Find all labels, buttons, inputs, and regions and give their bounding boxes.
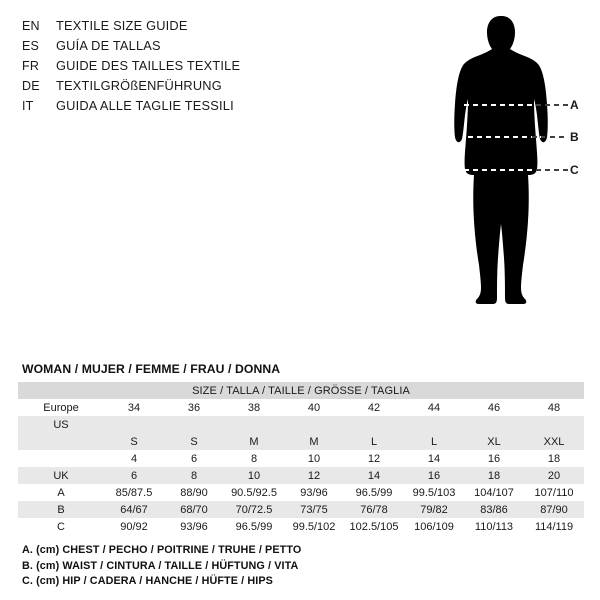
table-cell: 42: [344, 399, 404, 416]
table-cell: 90.5/92.5: [224, 484, 284, 501]
table-header-row: [18, 382, 584, 399]
table-cell: [224, 416, 284, 433]
table-cell: [104, 416, 164, 433]
language-code: DE: [22, 79, 40, 93]
language-row-es: [22, 36, 422, 56]
measure-label-b: B: [570, 130, 579, 144]
table-header-label: SIZE / TALLA / TAILLE / GRÖSSE / TAGLIA: [18, 382, 584, 399]
table-cell: 83/86: [464, 501, 524, 518]
table-cell: 73/75: [284, 501, 344, 518]
language-title: TEXTILE SIZE GUIDE: [56, 18, 188, 33]
table-cell: 85/87.5: [104, 484, 164, 501]
body-figure: [420, 8, 595, 368]
table-cell: 93/96: [164, 518, 224, 535]
table-row: [18, 518, 584, 535]
table-cell: 110/113: [464, 518, 524, 535]
table-cell: 6: [104, 467, 164, 484]
table-cell: 106/109: [404, 518, 464, 535]
table-cell: 10: [284, 450, 344, 467]
row-label: UK: [18, 467, 104, 484]
row-label: Europe: [18, 399, 104, 416]
table-cell: 8: [164, 467, 224, 484]
table-cell: 64/67: [104, 501, 164, 518]
language-row-it: [22, 96, 422, 116]
table-row: [18, 484, 584, 501]
table-cell: 14: [344, 467, 404, 484]
row-label: [18, 433, 104, 450]
language-row-de: [22, 76, 422, 96]
table-cell: 14: [404, 450, 464, 467]
table-row: [18, 450, 584, 467]
table-cell: 76/78: [344, 501, 404, 518]
table-cell: 16: [404, 467, 464, 484]
table-cell: 70/72.5: [224, 501, 284, 518]
note-a: A. (cm) CHEST / PECHO / POITRINE / TRUHE / PETTO: [22, 544, 302, 556]
language-title: GUIDE DES TAILLES TEXTILE: [56, 58, 241, 73]
table-cell: L: [404, 433, 464, 450]
table-cell: 93/96: [284, 484, 344, 501]
note-b: B. (cm) WAIST / CINTURA / TAILLE / HÜFTUNG / VITA: [22, 559, 299, 572]
section-title: WOMAN / MUJER / FEMME / FRAU / DONNA: [22, 362, 281, 376]
table-cell: 6: [164, 450, 224, 467]
language-title: GUÍA DE TALLAS: [56, 38, 161, 53]
language-code: IT: [22, 99, 34, 113]
measurement-notes: [22, 543, 301, 590]
measure-label-c: C: [570, 163, 579, 177]
table-cell: 18: [464, 467, 524, 484]
table-cell: 4: [104, 450, 164, 467]
table-cell: M: [284, 433, 344, 450]
table-cell: 10: [224, 467, 284, 484]
table-cell: 8: [224, 450, 284, 467]
woman-silhouette-icon: [420, 8, 595, 368]
table-cell: 40: [284, 399, 344, 416]
row-label: C: [18, 518, 104, 535]
table-row: [18, 433, 584, 450]
row-label: [18, 450, 104, 467]
table-cell: 107/110: [524, 484, 584, 501]
table-cell: 18: [524, 450, 584, 467]
language-title: TEXTILGRÖßENFÜHRUNG: [56, 78, 222, 93]
table-cell: [404, 416, 464, 433]
table-cell: 102.5/105: [344, 518, 404, 535]
row-label: US: [18, 416, 104, 433]
table-row: [18, 416, 584, 433]
table-cell: 48: [524, 399, 584, 416]
table-cell: [344, 416, 404, 433]
language-code: EN: [22, 19, 40, 33]
table-cell: [524, 416, 584, 433]
table-cell: 36: [164, 399, 224, 416]
table-cell: 20: [524, 467, 584, 484]
language-code: ES: [22, 39, 40, 53]
table-cell: S: [104, 433, 164, 450]
row-label: A: [18, 484, 104, 501]
table-cell: 114/119: [524, 518, 584, 535]
table-cell: 104/107: [464, 484, 524, 501]
table-cell: XXL: [524, 433, 584, 450]
table-cell: 99.5/103: [404, 484, 464, 501]
table-cell: 38: [224, 399, 284, 416]
table-cell: 46: [464, 399, 524, 416]
table-cell: [284, 416, 344, 433]
table-cell: 90/92: [104, 518, 164, 535]
table-cell: 34: [104, 399, 164, 416]
table-cell: [164, 416, 224, 433]
table-cell: 12: [344, 450, 404, 467]
table-cell: 96.5/99: [224, 518, 284, 535]
language-title: GUIDA ALLE TAGLIE TESSILI: [56, 98, 234, 113]
table-cell: [464, 416, 524, 433]
table-row: [18, 467, 584, 484]
language-list: [22, 16, 422, 116]
measure-label-a: A: [570, 98, 579, 112]
table-cell: 88/90: [164, 484, 224, 501]
table-cell: 68/70: [164, 501, 224, 518]
table-cell: S: [164, 433, 224, 450]
row-label: B: [18, 501, 104, 518]
table-cell: 96.5/99: [344, 484, 404, 501]
table-row: [18, 399, 584, 416]
language-row-en: [22, 16, 422, 36]
table-cell: 16: [464, 450, 524, 467]
table-cell: 99.5/102: [284, 518, 344, 535]
language-row-fr: [22, 56, 422, 76]
table-row: [18, 501, 584, 518]
table-cell: L: [344, 433, 404, 450]
language-code: FR: [22, 59, 40, 73]
size-table: [18, 382, 584, 535]
size-table-wrapper: [18, 382, 584, 535]
table-cell: 87/90: [524, 501, 584, 518]
table-cell: 12: [284, 467, 344, 484]
table-cell: M: [224, 433, 284, 450]
table-cell: 79/82: [404, 501, 464, 518]
note-c: C. (cm) HIP / CADERA / HANCHE / HÜFTE / HIPS: [22, 575, 273, 587]
table-cell: 44: [404, 399, 464, 416]
table-cell: XL: [464, 433, 524, 450]
